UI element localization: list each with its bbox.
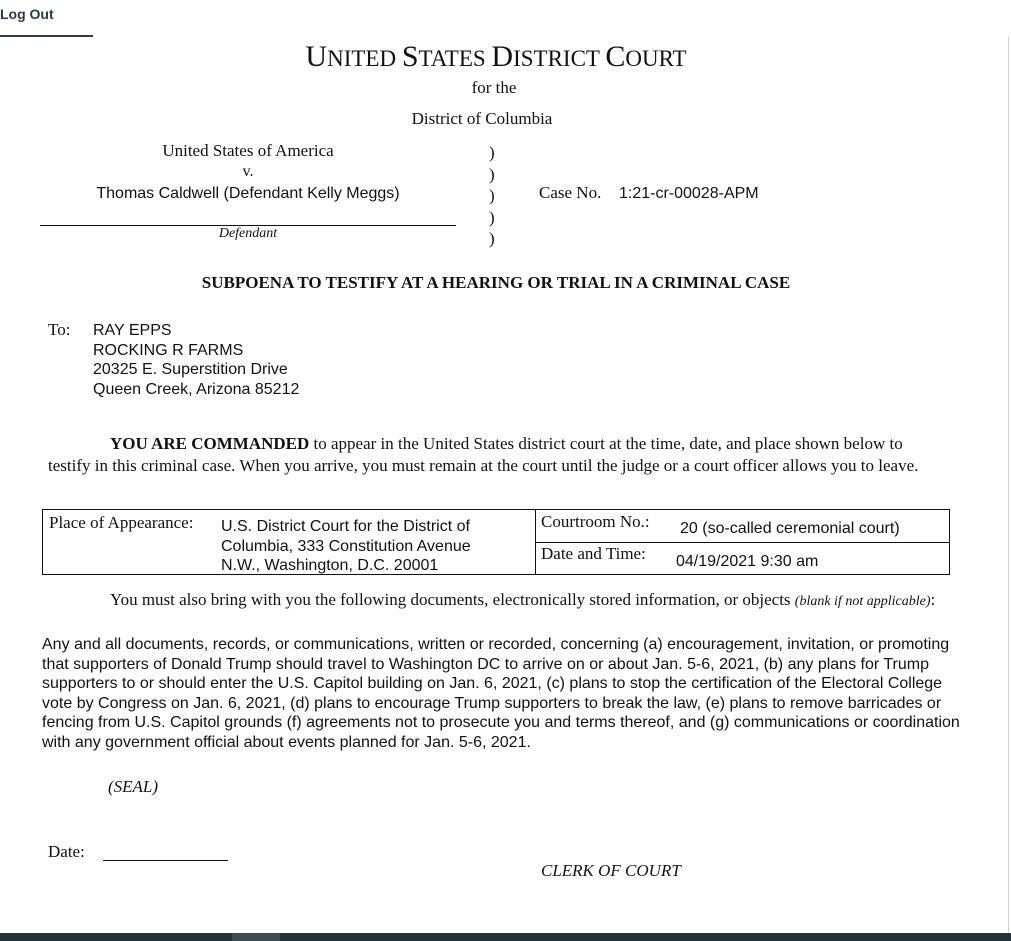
- date-time-label: Date and Time:: [541, 544, 646, 563]
- recipient-address: [93, 321, 299, 399]
- case-number-label: Case No.: [539, 183, 602, 202]
- place-line: Columbia, 333 Constitution Avenue: [221, 537, 471, 555]
- recipient-line: RAY EPPS: [93, 322, 172, 339]
- seal-text: (SEAL): [108, 777, 159, 796]
- versus-text: v.: [242, 163, 254, 180]
- logout-link[interactable]: Log Out: [0, 6, 54, 22]
- caption-parentheses: [489, 142, 495, 250]
- court-title: [0, 40, 992, 74]
- page-right-border: [1008, 37, 1009, 933]
- court-title-part: NITED: [327, 46, 402, 71]
- for-the-text: for the: [471, 78, 517, 97]
- case-number-value: 1:21-cr-00028-APM: [619, 185, 759, 202]
- documents-instruction: [48, 590, 948, 612]
- place-line: U.S. District Court for the District of: [221, 518, 470, 535]
- clerk-of-court: CLERK OF COURT: [541, 861, 681, 880]
- logout-underline: [0, 35, 93, 37]
- documents-list: Any and all documents, records, or communications, written or recorded, concerning (a) encouragement, invitation, or promoting that supporters of Donald Trump should travel to Washington DC to arrive on or about Jan. 5-6, 2021, (b) any plans for Trump supporters to or should enter the U.S. Capitol building on Jan. 6, 2021, (c) plans to stop the certification of the Electoral College vote by Congress on Jan. 6, 2021, (d) plans to encourage Trump supporters to break the law, (e) plans to remove barricades or fencing from U.S. Capitol grounds (f) agreements not to prosecute you and terms thereof, and (g) communications or coordination with any government official about events planned for Jan. 5-6, 2021.: [42, 636, 960, 751]
- caption-paren: ): [489, 164, 495, 184]
- table-divider: [535, 542, 949, 543]
- to-label: To:: [48, 320, 71, 339]
- subpoena-title: SUBPOENA TO TESTIFY AT A HEARING OR TRIAL IN A CRIMINAL CASE: [201, 273, 791, 292]
- caption-paren: ): [489, 186, 495, 205]
- court-title-part: OURT: [625, 46, 687, 71]
- command-paragraph: [48, 433, 948, 477]
- recipient-line: 20325 E. Superstition Drive: [93, 361, 288, 378]
- caption-paren: ): [489, 207, 495, 227]
- defendant-name: Thomas Caldwell (Defendant Kelly Meggs): [96, 185, 400, 202]
- command-lead: YOU ARE COMMANDED: [110, 434, 310, 453]
- court-title-part: ISTRICT: [513, 46, 606, 71]
- place-of-appearance-label: Place of Appearance:: [49, 513, 194, 532]
- caption-paren: ): [489, 143, 495, 162]
- court-title-letter: U: [305, 40, 328, 73]
- documents-note: (blank if not applicable): [794, 594, 931, 609]
- place-line: N.W., Washington, D.C. 20001: [221, 557, 439, 574]
- courtroom-label: Courtroom No.:: [541, 512, 650, 531]
- court-title-part: TATES: [418, 46, 492, 71]
- defendant-label: Defendant: [218, 226, 278, 241]
- command-text: to appear in the United States district court at the time, date, and place shown below to testify in this criminal case. When you arrive, you must remain at the court until the judge or a court officer allows you to leave.: [48, 434, 919, 475]
- documents-note-suffix: :: [930, 590, 936, 609]
- plaintiff-name: United States of America: [162, 141, 334, 160]
- court-title-letter: D: [491, 40, 514, 73]
- court-title-letter: S: [401, 40, 419, 73]
- place-of-appearance-value: [221, 517, 471, 576]
- date-time-value: 04/19/2021 9:30 am: [676, 553, 819, 570]
- horizontal-scrollbar[interactable]: [0, 933, 1011, 941]
- date-label: Date:: [48, 842, 85, 861]
- courtroom-value: 20 (so-called ceremonial court): [680, 520, 900, 537]
- court-title-letter: C: [605, 40, 626, 73]
- documents-intro: You must also bring with you the following documents, electronically stored information, or objects: [110, 590, 795, 609]
- district-name: District of Columbia: [411, 109, 553, 128]
- date-signature-line: [103, 860, 228, 861]
- scrollbar-thumb[interactable]: [232, 933, 280, 941]
- recipient-line: Queen Creek, Arizona 85212: [93, 380, 300, 398]
- recipient-line: ROCKING R FARMS: [93, 341, 244, 359]
- caption-paren: ): [489, 229, 495, 248]
- appearance-table: [42, 509, 950, 575]
